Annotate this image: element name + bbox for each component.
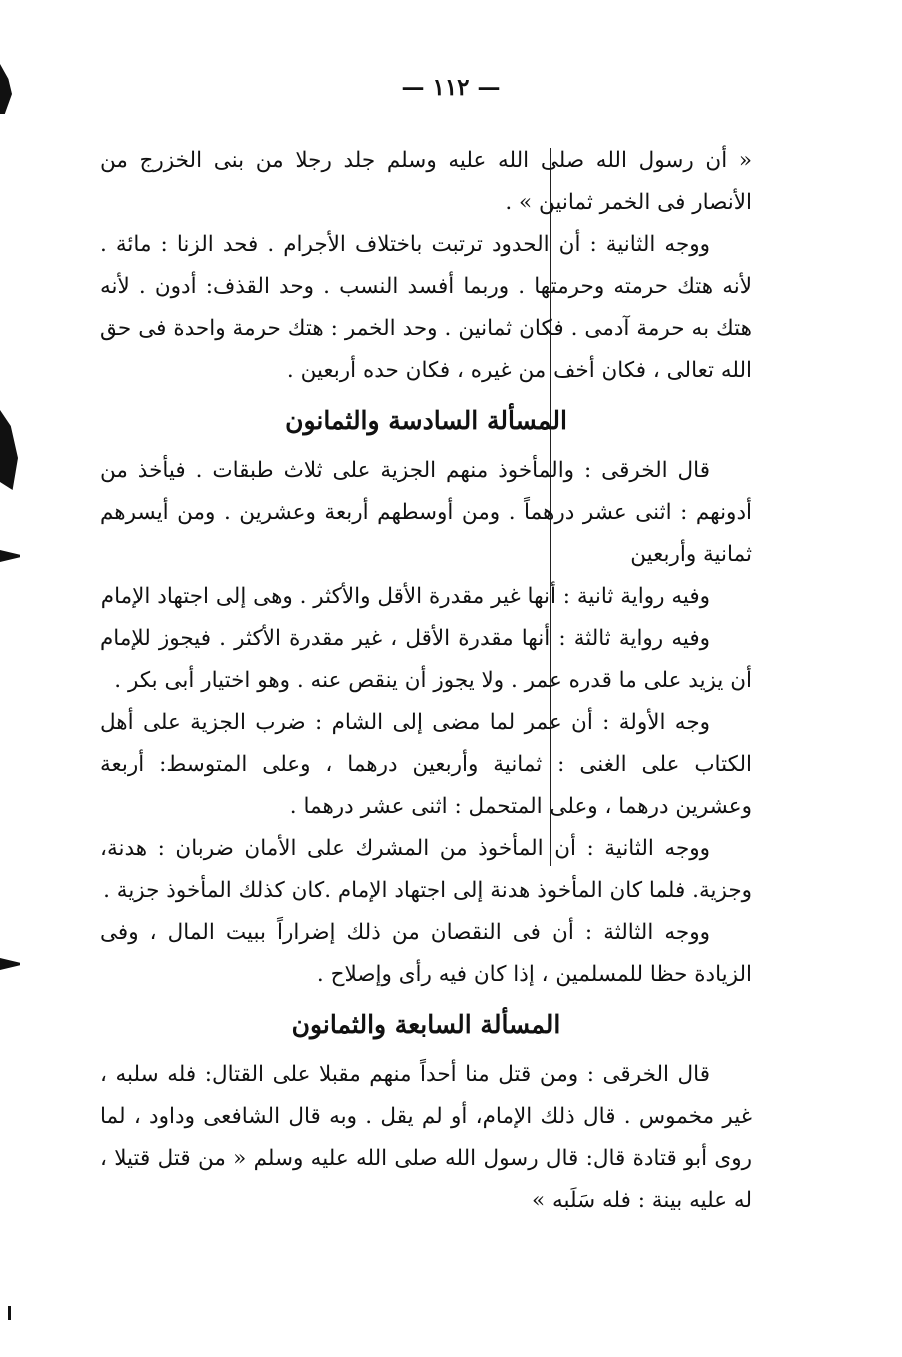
main-text: [100, 140, 752, 1222]
text-block-3: [100, 1054, 752, 1222]
paragraph: وفيه رواية ثانية : أنها غير مقدرة الأقل والأكثر . وهى إلى اجتهاد الإمام: [100, 584, 710, 609]
paragraph: وفيه رواية ثالثة : أنها مقدرة الأقل ، غير مقدرة الأكثر . فيجوز للإمام أن يزيد على ما قدره عمر . ولا يجوز أن ينقص عنه . وهو اختيار أبى بكر .: [100, 626, 752, 693]
scan-edge-mark: [0, 550, 20, 562]
text-block-1: [100, 140, 752, 392]
paragraph: ووجه الثانية : أن الحدود ترتبت باختلاف الأجرام . فحد الزنا : مائة . لأنه هتك حرمته وحرمتها . وربما أفسد النسب . وحد القذف: أدون . لأنه هتك به حرمة آدمى . فكان ثمانين . وحد الخمر : هتك حرمة واحدة فى حق الله تعالى ، فكان أخف من غيره ، فكان حده أربعين .: [100, 232, 752, 383]
paragraph: ووجه الثالثة : أن فى النقصان من ذلك إضراراً ببيت المال ، وفى الزيادة حظا للمسلمين ، إذا كان فيه رأى وإصلاح .: [100, 920, 752, 987]
paragraph: قال الخرقى : ومن قتل منا أحداً منهم مقبلا على القتال: فله سلبه ، غير مخموس . قال ذلك الإمام، أو لم يقل . وبه قال الشافعى وداود ، لما روى أبو قتادة قال: قال رسول الله صلى الله عليه وسلم « من قتل قتيلا ، له عليه بينة : فله سَلَبه »: [100, 1062, 752, 1213]
section-heading-87: المسألة السابعة والثمانون: [291, 1010, 561, 1039]
paragraph: ووجه الثانية : أن المأخوذ من المشرك على الأمان ضربان : هدنة، وجزية. فلما كان المأخوذ هدنة إلى اجتهاد الإمام .كان كذلك المأخوذ جزية .: [100, 836, 752, 903]
paragraph: « أن رسول الله صلى الله عليه وسلم جلد رجلا من بنى الخزرج من الأنصار فى الخمر ثمانين » .: [100, 148, 752, 215]
text-block-2: [100, 450, 752, 996]
scan-edge-mark: [0, 958, 20, 970]
scan-edge-mark: [0, 410, 18, 490]
paragraph: قال الخرقى : والمأخوذ منهم الجزية على ثلاث طبقات . فيأخذ من أدونهم : اثنى عشر درهماً . ومن أوسطهم أربعة وعشرين . ومن أيسرهم ثمانية وأربعين: [100, 458, 752, 567]
section-heading-86: المسألة السادسة والثمانون: [285, 406, 567, 435]
scan-edge-mark: [8, 1306, 11, 1320]
paragraph: وجه الأولة : أن عمر لما مضى إلى الشام : ضرب الجزية على أهل الكتاب على الغنى : ثمانية وأربعين درهما ، وعلى المتوسط: أربعة وعشرين درهما ، وعلى المتحمل : اثنى عشر درهما .: [100, 710, 752, 819]
page-number: — ١١٢ —: [401, 74, 501, 101]
